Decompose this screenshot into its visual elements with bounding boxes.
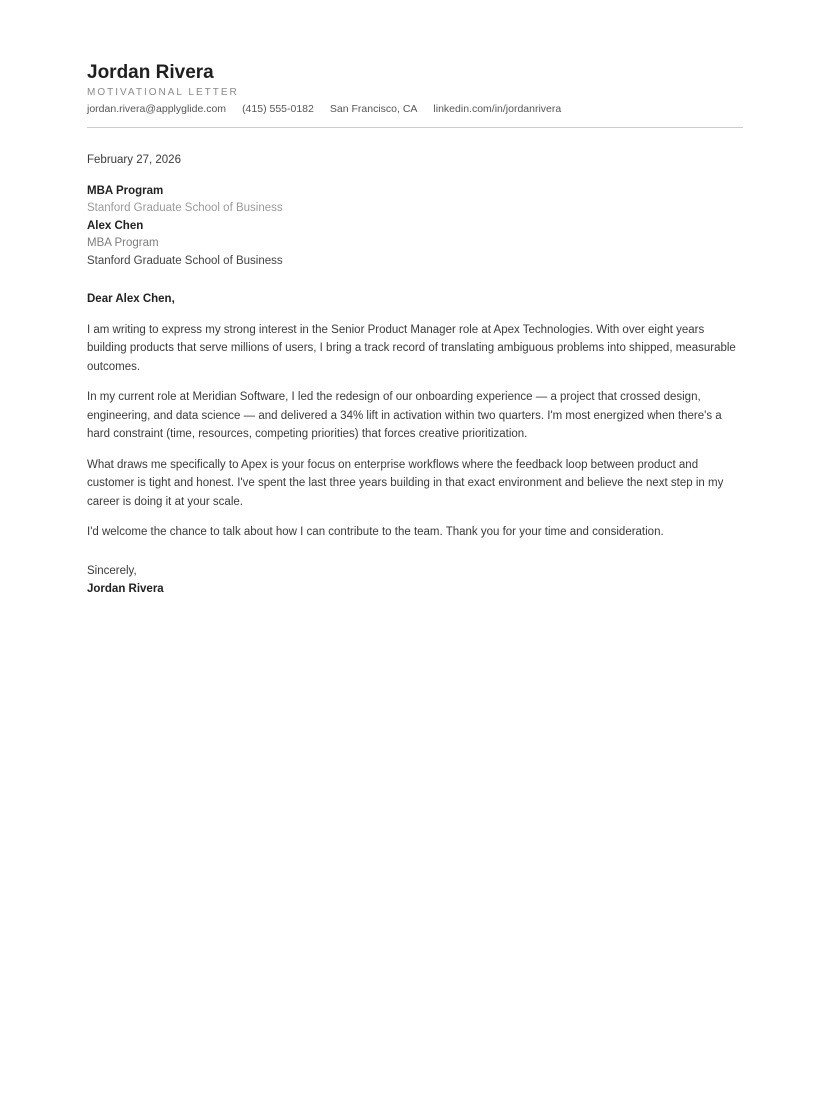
letter-date: February 27, 2026	[87, 154, 181, 166]
signature-name: Jordan Rivera	[87, 583, 164, 595]
closing-text: Sincerely,	[87, 564, 137, 577]
recipient-line: Alex Chen	[87, 219, 144, 232]
sender-name: Jordan Rivera	[87, 62, 214, 83]
recipient-line: MBA Program	[87, 184, 164, 197]
letter-content	[87, 62, 743, 599]
recipient-block	[87, 183, 743, 271]
header-divider	[87, 127, 743, 128]
recipient-line: MBA Program	[87, 237, 159, 249]
recipient-line: Stanford Graduate School of Business	[87, 254, 283, 267]
recipient-line: Stanford Graduate School of Business	[87, 202, 283, 214]
body-paragraph: I am writing to express my strong interest in the Senior Product Manager role at Apex Technologies. With over eight years building products that serve millions of users, I bring a track record of translating ambiguous problems into shipped, measurable outcomes.	[87, 323, 736, 373]
contact-linkedin: linkedin.com/in/jordanrivera	[433, 103, 562, 115]
closing-block	[87, 562, 743, 599]
body-paragraph: In my current role at Meridian Software, I led the redesign of our onboarding experience — a project that crossed design, engineering, and data science — and delivered a 34% lift in activation within two quarters. I'm most energized when there's a hard constraint (time, resources, competing priorities) that forces creative prioritization.	[87, 391, 722, 440]
salutation: Dear Alex Chen,	[87, 293, 175, 305]
contact-row	[87, 103, 743, 116]
body-paragraph: I'd welcome the chance to talk about how I can contribute to the team. Thank you for your time and consideration.	[87, 526, 664, 538]
document-type-label: MOTIVATIONAL LETTER	[87, 87, 239, 98]
contact-email: jordan.rivera@applyglide.com	[87, 103, 227, 115]
contact-location: San Francisco, CA	[329, 103, 418, 115]
body-paragraph: What draws me specifically to Apex is your focus on enterprise workflows where the feedback loop between product and customer is tight and honest. I've spent the last three years building in that exact environment and believe the next step in my career is doing it at your scale.	[87, 458, 724, 508]
contact-phone: (415) 555-0182	[242, 103, 314, 115]
